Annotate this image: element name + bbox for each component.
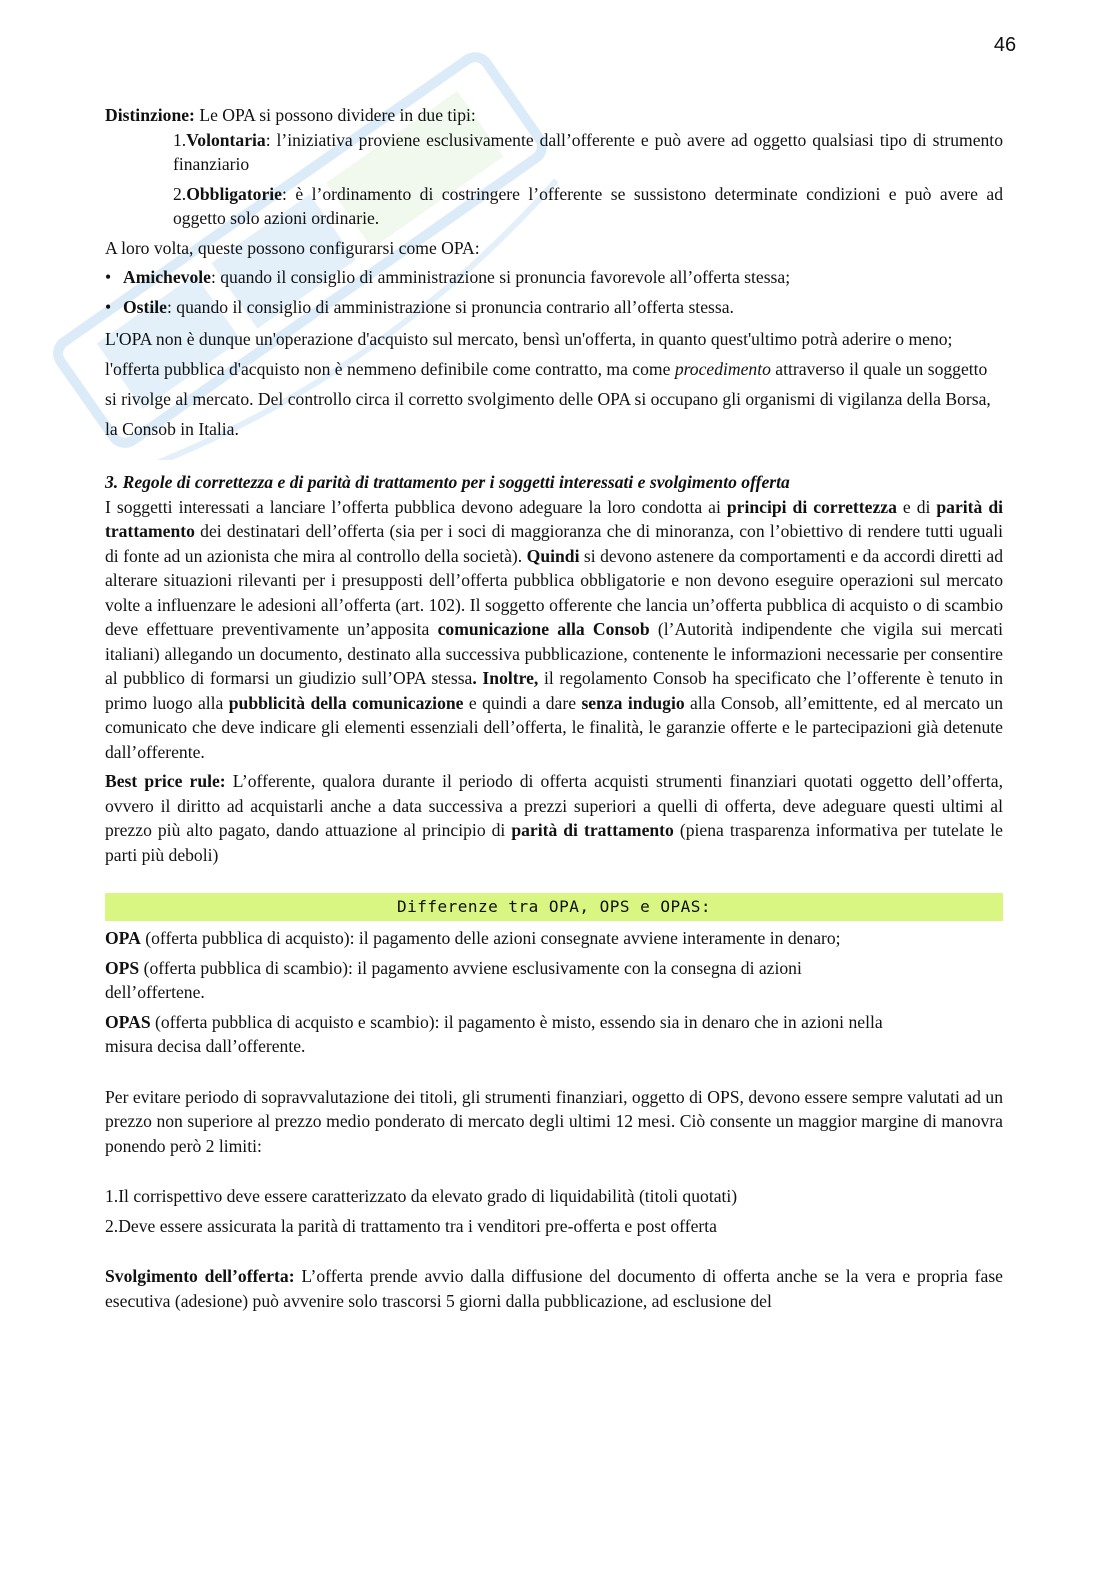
s3-text: I soggetti interessati a lanciare l’offerta pubblica devono adeguare la loro condotta ai <box>105 496 727 517</box>
s3-bold: principi di correttezza <box>726 496 897 517</box>
section-3-title: 3. Regole di correttezza e di parità di trattamento per i soggetti interessati e svolgimento offerta <box>105 472 790 492</box>
distinzione-intro-text: Le OPA si possono dividere in due tipi: <box>194 105 476 125</box>
ops-definition <box>105 956 875 1005</box>
bullet-ostile <box>105 295 1003 320</box>
differenze-heading-text: Differenze tra OPA, OPS e OPAS: <box>396 896 712 916</box>
item-text: : l’iniziativa proviene esclusivamente dall’offerente e può avere ad oggetto qualsiasi tipo di strumento finanziario <box>173 129 1003 174</box>
s3-text: dei destinatari dell’offerta (sia per i soci di maggioranza che di minoranza, con l’obiettivo di rendere tutti uguali di fonte ad un azionista che mira al controllo della società). <box>105 521 1003 566</box>
config-line: A loro volta, queste possono configurarsi come OPA: <box>105 237 480 258</box>
differenze-heading <box>105 893 1003 921</box>
best-price-text: (piena trasparenza informativa per tutelate le parti più deboli) <box>105 820 1003 865</box>
ops-definition-text: (offerta pubblica di scambio): il pagamento avviene esclusivamente con la consegna di azioni dell’offertene. <box>105 957 802 1002</box>
bullet-dot: • <box>105 296 112 317</box>
svolgimento-label: Svolgimento dell’offerta: <box>105 1266 295 1286</box>
distinzione-item-2 <box>105 182 1003 231</box>
s3-text: si devono astenere da comportamenti e da accordi diretti ad alterare situazioni rilevanti per i presupposti dell’offerta pubblica obbligatorie e non devono eseguire operazioni sul mercato volte a influenzare le adesioni all’offerta (art. 102). Il soggetto offerente che lancia un’offerta pubblica di acquisto o di scambio deve effettuare preventivamente un’apposita <box>105 545 1003 639</box>
svolgimento-paragraph <box>105 1264 1003 1313</box>
svolgimento-text: L’offerta prende avvio dalla diffusione del documento di offerta anche se la vera e propria fase esecutiva (adesione) può avvenire solo trascorsi 5 giorni dalla pubblicazione, ad esclusione del <box>105 1266 1003 1311</box>
s3-text: (l’Autorità indipendente che vigila sui mercati italiani) allegando un documento, destinato alla successiva pubblicazione, contenente le informazioni necessarie per consentire al pubblico di formarsi un giudizio sull’OPA stessa <box>105 619 1004 688</box>
best-price-text: L’offerente, qualora durante il periodo di offerta acquisti strumenti finanziari quotati oggetto dell’offerta, ovvero il diritto ad acquistarli anche a data successiva a prezzi superiori a quelli di offerta, deve adeguare questi ultimi al prezzo più alto pagato, dando attuazione al principio di <box>105 771 1004 840</box>
ops-label: OPS <box>105 957 140 978</box>
s3-bold: . Inoltre, <box>472 668 539 688</box>
item-number: 1. <box>173 129 187 150</box>
s3-text: alla Consob, all’emittente, ed al mercato un comunicato che deve indicare gli elementi essenziali dell’offerta, le finalità, le garanzie offerte e le partecipazioni già detenute dall’offerente. <box>105 692 1003 762</box>
s3-text: il regolamento Consob ha specificato che l’offerente è tenuto in primo luogo alla <box>105 668 1003 713</box>
limit-2: 2.Deve essere assicurata la parità di trattamento tra i venditori pre-offerta e post offerta <box>105 1215 717 1236</box>
opas-definition <box>105 1010 905 1059</box>
opa-text-2: attraverso il quale un soggetto si rivolge al mercato. Del controllo circa il corretto svolgimento delle OPA si occupano gli organismi di vigilanza della Borsa, la Consob in Italia. <box>105 359 991 439</box>
item-text: : è l’ordinamento di costringere l’offerente se sussistono determinate condizioni e può avere ad oggetto solo azioni ordinarie. <box>173 183 1003 228</box>
bullet-amichevole <box>105 265 1003 290</box>
opa-paragraph <box>105 324 1003 444</box>
s3-text: e di <box>896 496 937 517</box>
s3-bold: parità di trattamento <box>105 496 1004 541</box>
opa-definition <box>105 926 905 951</box>
opas-label: OPAS <box>105 1011 151 1032</box>
best-price-bold: parità di trattamento <box>511 820 674 840</box>
opa-text-1: L'OPA non è dunque un'operazione d'acquisto sul mercato, bensì un'offerta, in quanto quest'ultimo potrà aderire o meno; l'offerta pubblica d'acquisto non è nemmeno definibile come contratto, ma come <box>105 329 953 379</box>
bullet-text: : quando il consiglio di amministrazione si pronuncia contrario all’offerta stessa. <box>166 296 734 317</box>
limit-1: 1.Il corrispettivo deve essere caratterizzato da elevato grado di liquidabilità (titoli quotati) <box>105 1186 738 1206</box>
bullet-label: Ostile <box>123 296 167 317</box>
s3-bold: pubblicità della comunicazione <box>228 692 464 713</box>
item-label: Volontaria <box>186 129 266 150</box>
distinzione-item-1 <box>105 128 1003 177</box>
bullet-text: : quando il consiglio di amministrazione si pronuncia favorevole all’offerta stessa; <box>210 267 791 287</box>
opa-italic: procedimento <box>674 359 771 379</box>
opa-definition-text: (offerta pubblica di acquisto): il pagamento delle azioni consegnate avviene interamente in denaro; <box>140 928 841 948</box>
s3-bold: comunicazione alla Consob <box>437 619 650 639</box>
item-label: Obbligatorie <box>186 183 282 204</box>
page-number: 46 <box>993 34 1017 56</box>
document-body <box>105 103 1003 1313</box>
bullet-dot: • <box>105 267 112 287</box>
distinzione-label: Distinzione: <box>105 105 195 125</box>
distinzione-intro <box>105 103 1003 128</box>
section-3-body <box>105 495 1003 765</box>
s3-bold: senza indugio <box>581 692 685 713</box>
opas-definition-text: (offerta pubblica di acquisto e scambio): il pagamento è misto, essendo sia in denaro che in azioni nella misura decisa dall’offerente. <box>105 1011 883 1056</box>
sopravvalutazione-paragraph: Per evitare periodo di sopravvalutazione dei titoli, gli strumenti finanziari, oggetto di OPS, devono essere sempre valutati ad un prezzo non superiore al prezzo medio ponderato di mercato degli ultimi 12 mesi. Ciò consente un maggior margine di manovra ponendo però 2 limiti: <box>105 1086 1003 1156</box>
s3-text: e quindi a dare <box>463 692 582 713</box>
best-price-label: Best price rule: <box>105 771 226 791</box>
opa-label: OPA <box>105 928 141 948</box>
bullet-label: Amichevole <box>123 267 211 287</box>
best-price-paragraph <box>105 769 1003 867</box>
item-number: 2. <box>173 183 187 204</box>
s3-bold: Quindi <box>526 545 580 566</box>
